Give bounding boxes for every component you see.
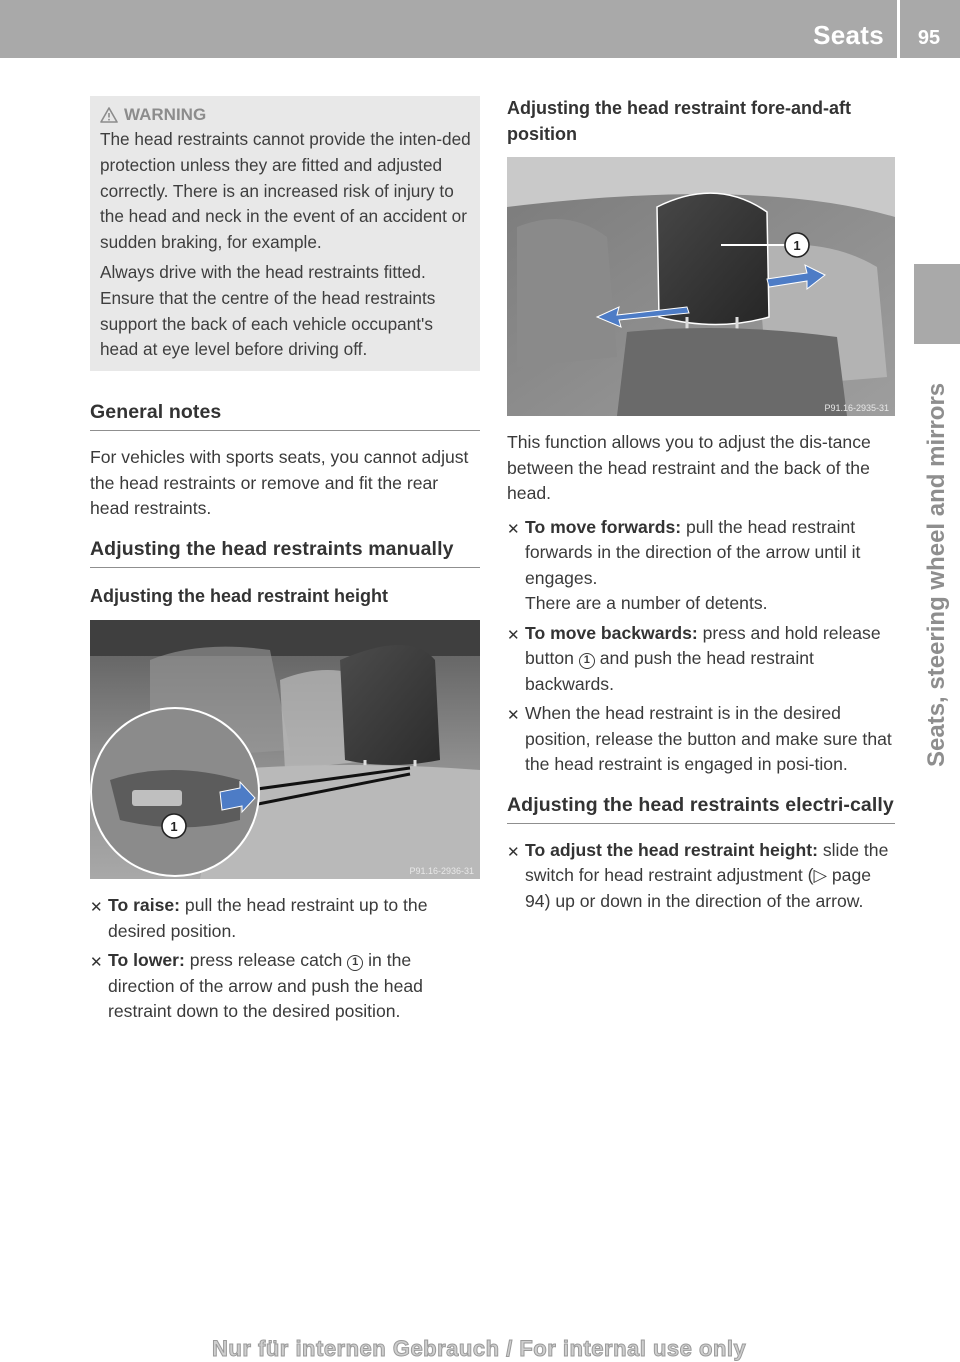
step-text: When the head restraint is in the desired position, release the button and make sure that the head restraint is engaged in posi-tion.: [525, 703, 892, 774]
page-number: 95: [917, 27, 941, 49]
step-text: and push the head restraint backwards.: [525, 648, 814, 694]
height-steps-list: [90, 893, 480, 1025]
arrow-bullet-icon: ✕: [507, 707, 520, 724]
left-column: [90, 96, 480, 1025]
general-notes-text: For vehicles with sports seats, you cannot adjust the head restraints or remove and fit the rear head restraints.: [90, 447, 469, 519]
svg-text:1: 1: [793, 238, 801, 253]
arrow-bullet-icon: ✕: [507, 520, 520, 538]
step-lead: To raise:: [108, 895, 181, 916]
warning-heading: [100, 103, 472, 127]
arrow-bullet-icon: ✕: [507, 626, 520, 644]
chapter-tab[interactable]: [914, 264, 960, 344]
list-item: [90, 948, 480, 1025]
step-text: slide the switch for head restraint adjustment (▷ page 94) up or down in the direction of the arrow.: [525, 839, 889, 911]
step-text: press release catch: [184, 950, 348, 971]
svg-text:1: 1: [170, 819, 178, 835]
step-note: There are a number of detents.: [525, 593, 768, 613]
step-text: press and hold release button: [525, 622, 881, 668]
footer-watermark: Nur für internen Gebrauch / For internal use only: [212, 1336, 747, 1361]
step-text: pull the head restraint forwards in the direction of the arrow until it engages.: [525, 516, 861, 588]
callout-number: 1: [347, 955, 363, 971]
head-restraint-height-image: [90, 620, 480, 879]
list-item: [90, 893, 480, 944]
arrow-bullet-icon: ✕: [507, 843, 520, 861]
head-restraint-fore-aft-image: [507, 157, 895, 416]
electric-steps-list: [507, 838, 895, 915]
image-code: P91.16-2935-31: [824, 403, 889, 413]
step-lead: To lower:: [108, 950, 185, 971]
page-section-title: Seats: [813, 20, 884, 50]
step-text: pull the head restraint up to the desired position.: [108, 895, 428, 941]
list-item: [507, 621, 895, 698]
step-lead: To move backwards:: [525, 622, 698, 643]
list-item: [507, 515, 895, 617]
callout-number: 1: [579, 653, 595, 669]
warning-paragraph: The head restraints cannot provide the inten-ded protection unless they are fitted and adjusted correctly. There is an increased risk of injury to the head and neck in the event of an accident or sudden braking, for example.: [100, 129, 471, 253]
section-heading-manual: Adjusting the head restraints manually: [90, 538, 480, 568]
list-item: [507, 838, 895, 915]
warning-title: WARNING: [124, 105, 207, 124]
warning-paragraph: Always drive with the head restraints fitted. Ensure that the centre of the head restraints support the back of each vehicle occupant's head at eye level before driving off.: [100, 261, 436, 360]
step-lead: To adjust the head restraint height:: [525, 839, 818, 860]
subheading-height: Adjusting the head restraint height: [90, 585, 389, 606]
list-item: [507, 701, 895, 778]
warning-triangle-icon: [100, 107, 118, 123]
warning-box: [90, 96, 480, 371]
image-code: P91.16-2936-31: [409, 866, 474, 877]
section-heading-electric: Adjusting the head restraints electri-cally: [507, 794, 895, 824]
header-divider: [897, 0, 900, 58]
right-column: [507, 96, 895, 914]
step-text: in the direction of the arrow and push the head restraint down to the desired position.: [108, 950, 423, 1022]
chapter-label: Seats, steering wheel and mirrors: [923, 382, 950, 767]
section-heading-general-notes: General notes: [90, 401, 480, 431]
step-lead: To move forwards:: [525, 516, 682, 537]
arrow-bullet-icon: ✕: [90, 899, 103, 917]
fore-aft-steps-list: [507, 515, 895, 778]
subheading-fore-aft: Adjusting the head restraint fore-and-aft position: [507, 98, 852, 144]
arrow-bullet-icon: ✕: [90, 954, 103, 972]
fore-aft-intro: This function allows you to adjust the dis-tance between the head restraint and the back of the head.: [507, 432, 871, 503]
